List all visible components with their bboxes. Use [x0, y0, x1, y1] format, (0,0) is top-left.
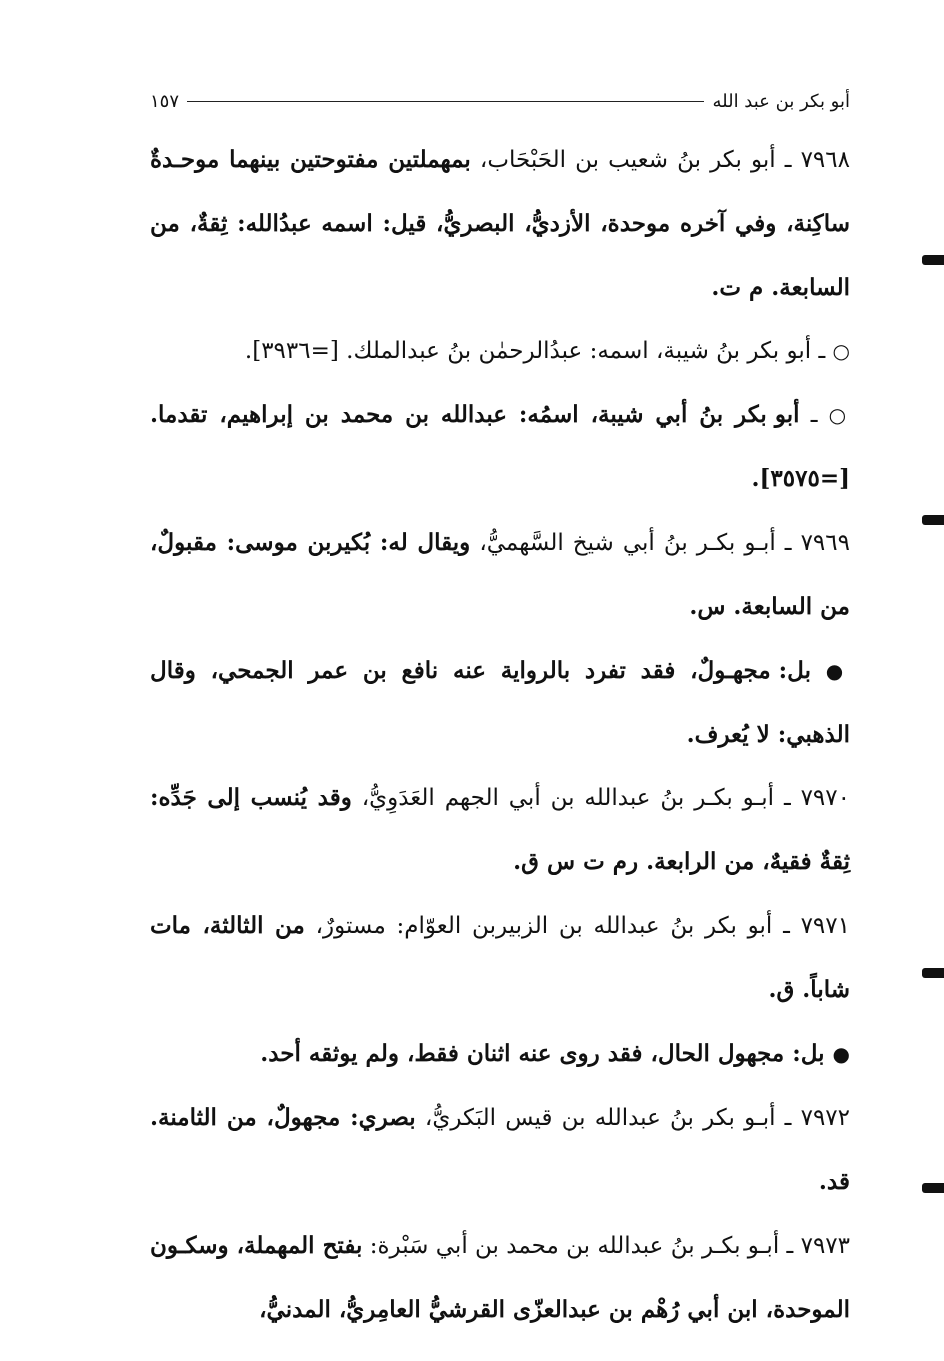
- entry-number: ٧٩٧٠: [800, 785, 850, 811]
- scan-edge-mark: [922, 255, 944, 265]
- entry-text: بل: مجهـولٌ، فقد تفرد بالرواية عنه نافع بن عمر الجمحي، وقال الذهبي: لا يُعرف.: [150, 657, 850, 748]
- biography-entry: ٧٩٧٢ ـ أبـو بكر بنُ عبدالله بن قيس البَكريُّ، بصري: مجهولٌ، من الثامنة. قد.: [150, 1104, 851, 1195]
- entry-number: ٧٩٧١: [800, 913, 850, 939]
- scan-edge-mark: [922, 1183, 944, 1193]
- header-rule: [187, 101, 704, 102]
- scan-edge-mark: [922, 515, 944, 525]
- biography-entry: ٧٩٧٣ ـ أبـو بكـر بنُ عبدالله بن محمد بن أبي سَبْرة: بفتح المهملة، وسكـون الموحدة، ابن أبي رُهْم بن عبدالعزّى القرشيُّ العامِريُّ، المدنيُّ،: [150, 1232, 851, 1323]
- biography-entry: ٧٩٦٩ ـ أبـو بكـر بنُ أبي شيخ السَّهميُّ، ويقال له: بُكيربن موسى: مقبولٌ، من السابعة. س.: [150, 529, 850, 620]
- entry-number: ٧٩٦٨: [800, 147, 850, 173]
- page-body: [150, 128, 850, 1342]
- biography-entry: ٧٩٧٠ ـ أبـو بكـر بنُ عبدالله بن أبي الجهم العَدَوِيُّ، وقد يُنسب إلى جَدِّه: ثِقةٌ فقيهٌ، من الرابعة. رم ت س ق.: [150, 784, 850, 875]
- entry-name: أبـو بكـر بنُ أبي شيخ السَّهميُّ،: [479, 530, 776, 556]
- entry-name: أبو بكر بنُ عبدالله بن الزبيربن العوّام: مستورٌ،: [315, 913, 773, 939]
- entry-text: من الثالثة، مات شاباً. ق.: [150, 912, 850, 1003]
- entry-name: أبـو بكـر بنُ عبدالله بن محمد بن أبي سَبْرة:: [369, 1233, 780, 1259]
- circle-marker-icon: ○: [828, 403, 850, 427]
- entry-text: بفتح المهملة، وسكـون الموحدة، ابن أبي رُهْم بن عبدالعزّى القرشيُّ العامِريُّ، المدنيُّ،: [150, 1232, 850, 1323]
- entry-number: ٧٩٦٩: [800, 530, 850, 556]
- entry-text: بمهملتين مفتوحتين بينهما موحـدةٌ ساكِنة، وفي آخره موحدة، الأزديُّ، البصريُّ، قيل: اسمه عبدُالله: ثِقةٌ، من السابعة. م ت.: [150, 146, 850, 301]
- entry-name: أبـو بكـر بنُ عبدالله بن أبي الجهم العَدَوِيُّ،: [361, 785, 775, 811]
- editor-note: [150, 639, 850, 766]
- circle-marker-icon: ○: [832, 339, 850, 363]
- cross-reference-entry: ○ ـ أبو بكر بنُ شيبة، اسمه: عبدُالرحمٰن بنُ عبدالملك. [=٣٩٣٦].: [244, 338, 850, 364]
- entry-number: ٧٩٧٣: [800, 1233, 851, 1259]
- running-header: [150, 86, 850, 116]
- entry-name: أبـو بكر بنُ عبدالله بن قيس البَكريُّ،: [424, 1105, 776, 1131]
- entry-text: ويقال له: بُكيربن موسى: مقبولٌ، من السابعة. س.: [150, 529, 850, 620]
- editor-note: [150, 1022, 850, 1086]
- running-title: أبو بكر بن عبد الله: [712, 90, 850, 112]
- entry-name: أبو بكر بنُ شعيب بن الحَبْحَاب،: [479, 147, 776, 173]
- biography-entry: ٧٩٦٨ ـ أبو بكر بنُ شعيب بن الحَبْحَاب، بمهملتين مفتوحتين بينهما موحـدةٌ ساكِنة، وفي آخره موحدة، الأزديُّ، البصريُّ، قيل: اسمه عبدُالله: ثِقةٌ، من السابعة. م ت.: [150, 146, 850, 301]
- bullet-marker-icon: ●: [825, 659, 851, 683]
- entry-text: بل: مجهول الحال، فقد روى عنه اثنان فقط، ولم يوثقه أحد.: [260, 1040, 825, 1067]
- cross-reference-entry: ○ ـ أبو بكر بنُ أبي شيبة، اسمُه: عبدالله بن محمد بن إبراهيم، تقدما. [=٣٥٧٥].: [150, 401, 850, 492]
- page-number: ١٥٧: [150, 90, 180, 112]
- scan-edge-mark: [922, 968, 944, 978]
- bullet-marker-icon: ●: [832, 1042, 850, 1066]
- entry-text: بصري: مجهولٌ، من الثامنة. قد.: [150, 1104, 850, 1195]
- entry-text: وقد يُنسب إلى جَدِّه: ثِقةٌ فقيهٌ، من الرابعة. رم ت س ق.: [150, 784, 850, 875]
- entry-number: ٧٩٧٢: [800, 1105, 851, 1131]
- entry-text: أبو بكر بنُ شيبة، اسمه: عبدُالرحمٰن بنُ عبدالملك. [=٣٩٣٦].: [244, 338, 812, 364]
- biography-entry: ٧٩٧١ ـ أبو بكر بنُ عبدالله بن الزبيربن العوّام: مستورٌ، من الثالثة، مات شاباً. ق.: [150, 912, 850, 1003]
- entry-text: أبو بكر بنُ أبي شيبة، اسمُه: عبدالله بن محمد بن إبراهيم، تقدما. [=٣٥٧٥].: [150, 401, 850, 492]
